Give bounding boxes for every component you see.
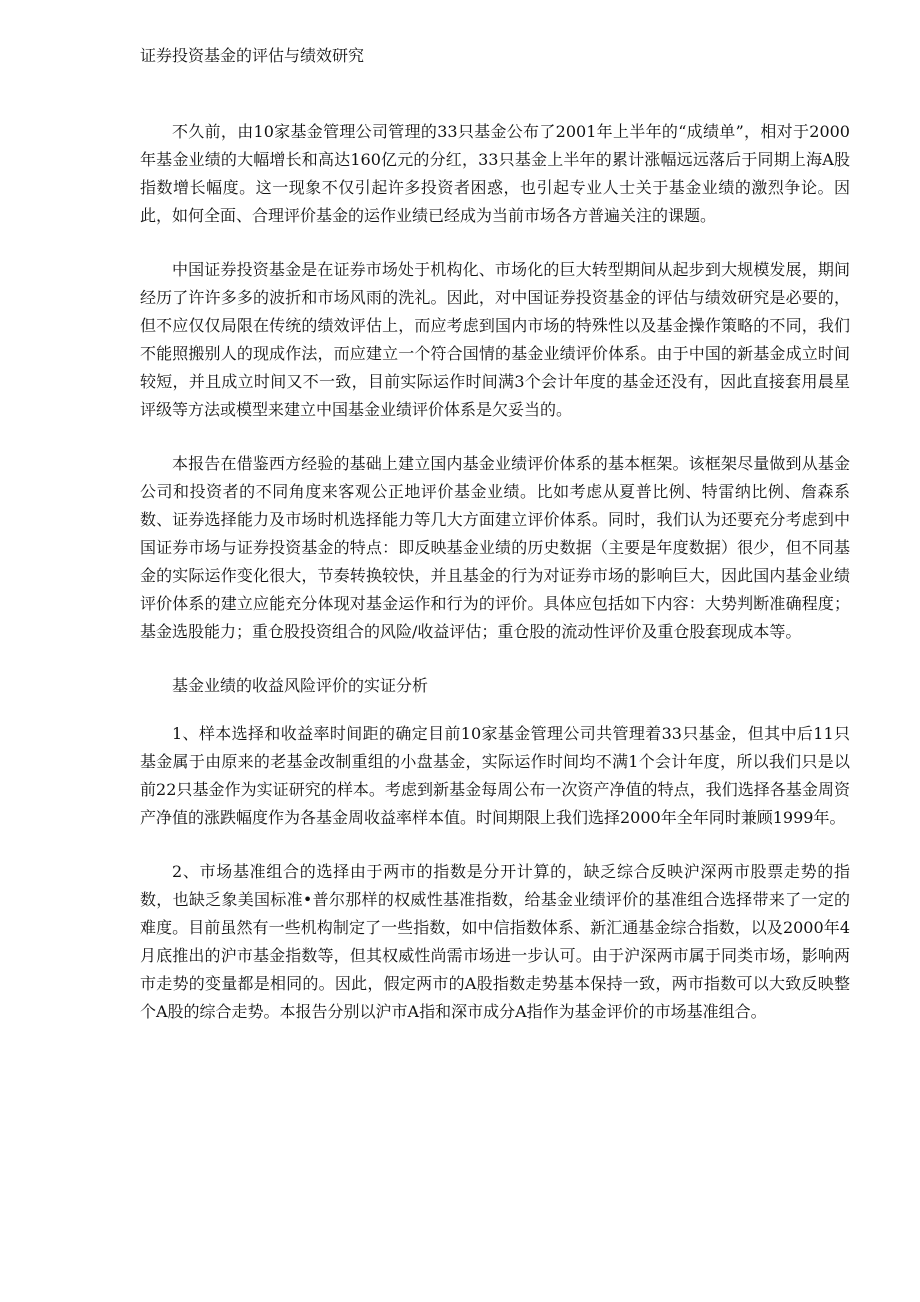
paragraph-framework: 本报告在借鉴西方经验的基础上建立国内基金业绩评价体系的基本框架。该框架尽量做到从基金公司和投资者的不同角度来客观公正地评价基金业绩。比如考虑从夏普比例、特雷纳比例、詹森系数、证券选择能力及市场时机选择能力等几大方面建立评价体系。同时，我们认为还要充分考虑到中国证券市场与证券投资基金的特点：即反映基金业绩的历史数据（主要是年度数据）很少，但不同基金的实际运作变化很大，节奏转换较快，并且基金的行为对证券市场的影响巨大，因此国内基金业绩评价体系的建立应能充分体现对基金运作和行为的评价。具体应包括如下内容：大势判断准确程度；基金选股能力；重仓股投资组合的风险/收益评估；重仓股的流动性评价及重仓股套现成本等。	[140, 454, 850, 641]
paragraph-intro: 不久前，由10家基金管理公司管理的33只基金公布了2001年上半年的“成绩单”，相对于2000年基金业绩的大幅增长和高达160亿元的分红，33只基金上半年的累计涨幅远远落后于同期上海A股指数增长幅度。这一现象不仅引起许多投资者困惑，也引起专业人士关于基金业绩的激烈争论。因此，如何全面、合理评价基金的运作业绩已经成为当前市场各方普遍关注的课题。	[140, 122, 850, 225]
paragraph-benchmark: 2、市场基准组合的选择由于两市的指数是分开计算的，缺乏综合反映沪深两市股票走势的指数，也缺乏象美国标准•普尔那样的权威性基准指数，给基金业绩评价的基准组合选择带来了一定的难度。目前虽然有一些机构制定了一些指数，如中信指数体系、新汇通基金综合指数，以及2000年4月底推出的沪市基金指数等，但其权威性尚需市场进一步认可。由于沪深两市属于同类市场，影响两市走势的变量都是相同的。因此，假定两市的A股指数走势基本保持一致，两市指数可以大致反映整个A股的综合走势。本报告分别以沪市A指和深市成分A指作为基金评价的市场基准组合。	[140, 862, 850, 1021]
document-body	[140, 118, 850, 1052]
paragraph-background: 中国证券投资基金是在证券市场处于机构化、市场化的巨大转型期间从起步到大规模发展，期间经历了许许多多的波折和市场风雨的洗礼。因此，对中国证券投资基金的评估与绩效研究是必要的，但不应仅仅局限在传统的绩效评估上，而应考虑到国内市场的特殊性以及基金操作策略的不同，我们不能照搬别人的现成作法，而应建立一个符合国情的基金业绩评价体系。由于中国的新基金成立时间较短，并且成立时间又不一致，目前实际运作时间满3个会计年度的基金还没有，因此直接套用晨星评级等方法或模型来建立中国基金业绩评价体系是欠妥当的。	[140, 260, 850, 419]
section-heading: 基金业绩的收益风险评价的实证分析	[172, 676, 429, 695]
paragraph-sample-selection: 1、样本选择和收益率时间距的确定目前10家基金管理公司共管理着33只基金，但其中后11只基金属于由原来的老基金改制重组的小盘基金，实际运作时间均不满1个会计年度，所以我们只是以前22只基金作为实证研究的样本。考虑到新基金每周公布一次资产净值的特点，我们选择各基金周资产净值的涨跌幅度作为各基金周收益率样本值。时间期限上我们选择2000年全年同时兼顾1999年。	[140, 724, 850, 827]
document-title: 证券投资基金的评估与绩效研究	[140, 46, 365, 65]
